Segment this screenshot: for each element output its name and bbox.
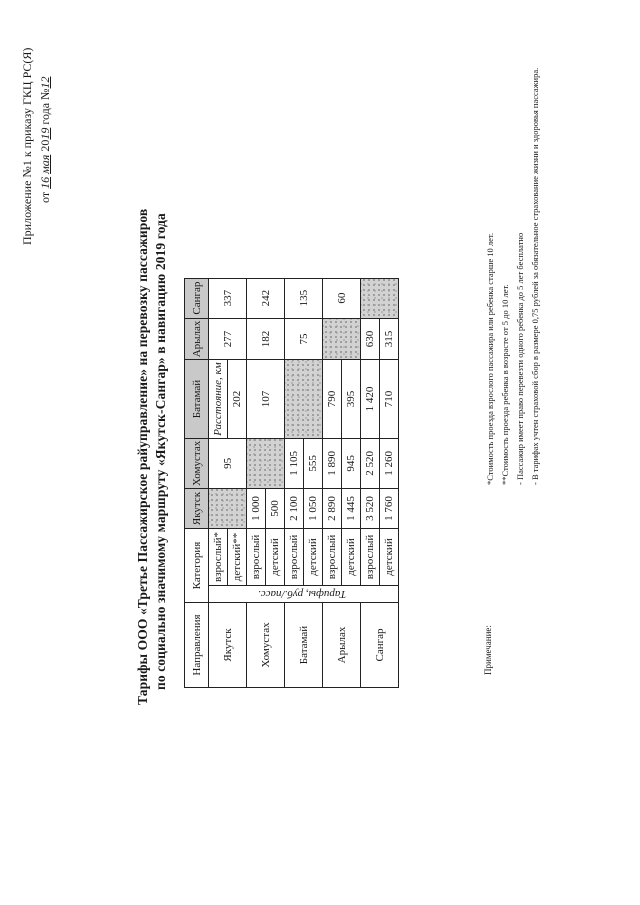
- distance-cell: 202: [228, 360, 247, 438]
- note-item: - Пассажир имеет право перевезти одного ребенка до 5 лет бесплатно: [515, 232, 525, 485]
- distance-cell: 242: [247, 278, 285, 318]
- appendix-year-suffix: 19: [38, 127, 52, 140]
- fare-cell: 1 000: [247, 489, 266, 529]
- notes-label: Примечание:: [483, 625, 493, 675]
- direction-cell: Арылах: [323, 603, 361, 688]
- appendix-date-day: 16: [38, 176, 52, 189]
- direction-cell: Хомустах: [247, 603, 285, 688]
- table-row: [323, 278, 342, 687]
- fare-cell: 2 100: [285, 489, 304, 529]
- fare-cell: 2 520: [361, 438, 380, 488]
- fare-cell: 945: [342, 438, 361, 488]
- category-cell: взрослый*: [209, 529, 228, 586]
- table-row: [361, 278, 380, 687]
- header-category: Категория: [185, 529, 209, 603]
- category-cell: взрослый: [247, 529, 266, 586]
- category-cell: детский: [266, 529, 285, 586]
- fare-cell: 1 105: [285, 438, 304, 488]
- empty-diagonal-cell: [209, 489, 247, 529]
- category-cell: детский**: [228, 529, 247, 586]
- distance-cell: 182: [247, 318, 285, 360]
- distance-cell: 135: [285, 278, 323, 318]
- fare-cell: 1 760: [380, 489, 399, 529]
- fare-cell: 790: [323, 360, 342, 438]
- category-cell: детский: [380, 529, 399, 586]
- tariff-unit-label: Тарифы, руб./пасс.: [209, 586, 399, 603]
- appendix-order-number: 12: [38, 76, 52, 89]
- header-directions: Направления: [185, 603, 209, 688]
- table-row: [209, 278, 228, 687]
- appendix-line-2: от 16 мая 2019 года №12: [38, 76, 52, 203]
- fare-cell: 710: [380, 360, 399, 438]
- appendix-line-1: Приложение №1 к приказу ГКЦ РС(Я): [20, 47, 34, 245]
- header-station-yakutsk: Якутск: [185, 489, 209, 529]
- fare-cell: 630: [361, 318, 380, 360]
- empty-diagonal-cell: [285, 360, 323, 438]
- table-header-row: [185, 278, 209, 687]
- note-item: - В тарифах учтен страховой сбор в размере 0,75 рублей за обязательное страхование жизни и здоровья пассажира.: [530, 67, 540, 485]
- direction-cell: Батамай: [285, 603, 323, 688]
- fare-cell: 3 520: [361, 489, 380, 529]
- fare-cell: 1 420: [361, 360, 380, 438]
- fare-cell: 1 050: [304, 489, 323, 529]
- distance-cell: 75: [285, 318, 323, 360]
- fare-cell: 395: [342, 360, 361, 438]
- document-title-line-2: по социально значимому маршруту «Якутск-Сангар» в навигацию 2019 года: [153, 213, 168, 690]
- distance-cell: 107: [247, 360, 285, 438]
- note-item: **Стоимость проезда ребенка в возрасте от 5 до 10 лет.: [500, 284, 510, 485]
- fare-cell: 1 890: [323, 438, 342, 488]
- header-station-arylakh: Арылах: [185, 318, 209, 360]
- fare-cell: 500: [266, 489, 285, 529]
- category-cell: детский: [304, 529, 323, 586]
- distance-label-cell: Расстояние, км: [209, 360, 228, 438]
- empty-diagonal-cell: [361, 278, 399, 318]
- appendix-date-month: мая: [38, 154, 52, 174]
- direction-cell: Якутск: [209, 603, 247, 688]
- category-cell: взрослый: [323, 529, 342, 586]
- direction-cell: Сангар: [361, 603, 399, 688]
- category-cell: детский: [342, 529, 361, 586]
- distance-cell: 60: [323, 278, 361, 318]
- fare-cell: 1 445: [342, 489, 361, 529]
- notes-list: [483, 68, 543, 485]
- category-cell: взрослый: [361, 529, 380, 586]
- distance-cell: 337: [209, 278, 247, 318]
- fare-cell: 1 260: [380, 438, 399, 488]
- table-row: [247, 278, 266, 687]
- category-cell: взрослый: [285, 529, 304, 586]
- distance-cell: 277: [209, 318, 247, 360]
- header-station-sangar: Сангар: [185, 278, 209, 318]
- distance-cell: 95: [209, 438, 247, 488]
- empty-diagonal-cell: [247, 438, 285, 488]
- fare-cell: 555: [304, 438, 323, 488]
- document-title-line-1: Тарифы ООО «Третье Пассажирское райуправление» на перевозку пассажиров: [135, 208, 150, 705]
- empty-diagonal-cell: [323, 318, 361, 360]
- header-station-batamay: Батамай: [185, 360, 209, 438]
- header-station-khomustakh: Хомустах: [185, 438, 209, 488]
- fare-cell: 315: [380, 318, 399, 360]
- note-item: *Стоимость проезда взрослого пассажира или ребенка старше 10 лет.: [485, 232, 495, 485]
- tariffs-table: [184, 278, 399, 688]
- table-row: [285, 278, 304, 687]
- fare-cell: 2 890: [323, 489, 342, 529]
